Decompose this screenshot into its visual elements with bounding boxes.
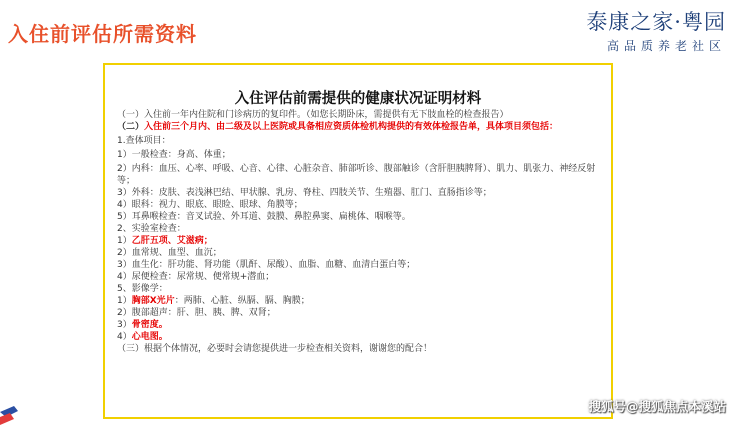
line-item-2-text: 入住前三个月内、由二级及以上医院或具备相应资质体检机构提供的有效体检报告单，具体项目须包括： xyxy=(144,122,559,132)
line-exam-items: 1.查体项目： xyxy=(117,136,171,146)
decorative-corner-graphic xyxy=(0,402,22,425)
logo-brand: 泰康之家·粤园 xyxy=(586,10,726,34)
line-xray-num: 1） xyxy=(117,296,132,306)
line-surgery: 3）外科：皮肤、表浅淋巴结、甲状腺、乳房、脊柱、四肢关节、生殖器、肛门、直肠指诊等； xyxy=(117,188,492,198)
logo-tagline: 高品质养老社区 xyxy=(606,39,726,53)
line-ultrasound: 2）腹部超声：肝、胆、胰、脾、双肾； xyxy=(117,308,276,318)
line-blood: 2）血常规、血型、血沉； xyxy=(117,248,222,258)
line-xray-label: 胸部X光片 xyxy=(131,296,175,306)
slide-title: 入住前评估所需资料 xyxy=(8,22,197,46)
line-ecg-text: 心电图。 xyxy=(131,332,168,342)
line-bone-num: 3） xyxy=(117,320,132,330)
document-title: 入住评估前需提供的健康状况证明材料 xyxy=(234,91,482,107)
line-urine: 4）尿便检查：尿常规、便常规+潜血； xyxy=(117,272,275,282)
line-ecg xyxy=(117,331,605,343)
line-hepatitis-text: 乙肝五项、艾滋病； xyxy=(131,236,213,246)
line-biochem: 3）血生化：肝功能、肾功能（肌酐、尿酸）、血脂、血糖、血清白蛋白等； xyxy=(117,260,416,270)
line-lab: 2、实验室检查： xyxy=(117,224,186,234)
line-ecg-num: 4） xyxy=(117,332,132,342)
line-general: 1）一般检查：身高、体重； xyxy=(117,150,231,160)
line-xray-text: ：两肺、心脏、纵膈、膈、胸膜； xyxy=(174,296,310,306)
document-card xyxy=(103,63,613,419)
watermark: 搜狐号@搜狐焦点本溪站 xyxy=(588,399,726,414)
brand-logo xyxy=(586,6,726,54)
line-item-1: （一）入住前一年内住院和门诊病历的复印件。（如您长期卧床，需提供有无下肢血栓的检查报告） xyxy=(117,110,509,120)
line-bone-density xyxy=(117,319,605,331)
line-item-2-prefix: （二） xyxy=(117,122,145,132)
line-internal: 2）内科：血压、心率、呼吸、心音、心律、心脏杂音、肺部听诊、腹部触诊（含肝胆胰脾肾）、肌力、肌张力、神经反射等； xyxy=(117,164,596,186)
line-hepatitis-num: 1） xyxy=(117,236,132,246)
line-imaging: 5、影像学： xyxy=(117,284,168,294)
line-closing: （三）根据个体情况，必要时会请您提供进一步检查相关资料，谢谢您的配合！ xyxy=(117,344,433,354)
line-bone-text: 骨密度。 xyxy=(131,320,168,330)
document-body xyxy=(117,109,605,355)
line-eye: 4）眼科：视力、眼底、眼睑、眼球、角膜等； xyxy=(117,200,303,210)
line-hepatitis xyxy=(117,235,605,247)
line-item-2 xyxy=(117,121,605,133)
line-xray xyxy=(117,295,605,307)
line-ent: 5）耳鼻喉检查：音叉试验、外耳道、鼓膜、鼻腔鼻窦、扁桃体、咽喉等。 xyxy=(117,212,411,222)
